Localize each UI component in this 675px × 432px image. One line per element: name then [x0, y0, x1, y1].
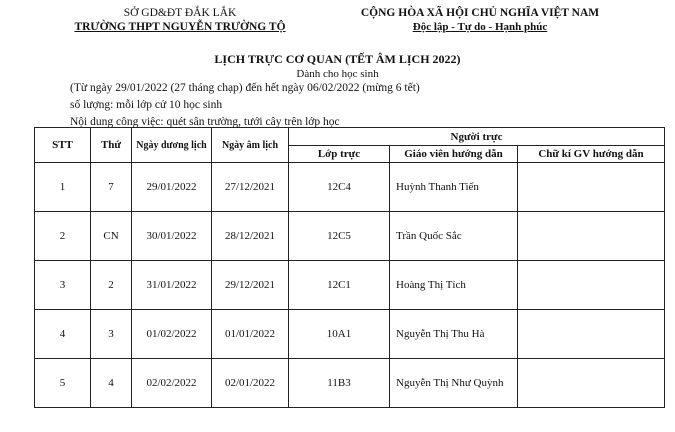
header-lunar-date: Ngày âm lịch [212, 128, 289, 163]
row-lunar-date: 27/12/2021 [212, 163, 289, 212]
row-teacher: Trần Quốc Sắc [390, 212, 518, 261]
table-row [35, 163, 665, 212]
row-day: CN [91, 212, 132, 261]
row-teacher: Nguyễn Thị Thu Hà [390, 310, 518, 359]
row-class: 12C5 [289, 212, 390, 261]
row-signature [518, 261, 665, 310]
row-lunar-date: 28/12/2021 [212, 212, 289, 261]
row-solar-date: 31/01/2022 [132, 261, 212, 310]
row-teacher: Huỳnh Thanh Tiến [390, 163, 518, 212]
row-signature [518, 212, 665, 261]
header-stt: STT [35, 128, 91, 163]
quantity-note: số lượng: mỗi lớp cử 10 học sinh [70, 99, 223, 111]
duty-schedule-table [34, 127, 665, 408]
header-day: Thứ [91, 128, 132, 163]
header-teacher: Giáo viên hướng dẫn [390, 146, 518, 163]
row-day: 2 [91, 261, 132, 310]
row-lunar-date: 29/12/2021 [212, 261, 289, 310]
table-row [35, 359, 665, 408]
row-day: 7 [91, 163, 132, 212]
row-stt: 4 [35, 310, 91, 359]
table-row [35, 212, 665, 261]
row-class: 11B3 [289, 359, 390, 408]
row-day: 4 [91, 359, 132, 408]
row-stt: 3 [35, 261, 91, 310]
task-content: Nội dung công việc: quét sân trường, tưới cây trên lớp học [70, 116, 340, 128]
national-motto: Độc lập - Tự do - Hạnh phúc [412, 21, 548, 33]
table-row [35, 261, 665, 310]
nation-name: CỘNG HÒA XÃ HỘI CHỦ NGHĨA VIỆT NAM [360, 7, 600, 19]
row-lunar-date: 02/01/2022 [212, 359, 289, 408]
document-title: LỊCH TRỰC CƠ QUAN (TẾT ÂM LỊCH 2022) [214, 52, 461, 66]
row-class: 12C1 [289, 261, 390, 310]
document-subtitle: Dành cho học sinh [296, 68, 379, 80]
row-signature [518, 163, 665, 212]
header-solar-date: Ngày dương lịch [132, 128, 212, 163]
school-name: TRƯỜNG THPT NGUYỄN TRƯỜNG TỘ [74, 21, 286, 33]
row-signature [518, 310, 665, 359]
row-solar-date: 02/02/2022 [132, 359, 212, 408]
row-stt: 2 [35, 212, 91, 261]
header-duty-group: Người trực [289, 128, 665, 146]
department-name: SỞ GD&ĐT ĐẮK LẮK [123, 7, 237, 19]
row-stt: 5 [35, 359, 91, 408]
header-class: Lớp trực [289, 146, 390, 163]
row-teacher: Hoàng Thị Tích [390, 261, 518, 310]
row-solar-date: 01/02/2022 [132, 310, 212, 359]
header-signature: Chữ kí GV hướng dẫn [518, 146, 665, 163]
row-teacher: Nguyễn Thị Như Quỳnh [390, 359, 518, 408]
duty-period: (Từ ngày 29/01/2022 (27 tháng chạp) đến hết ngày 06/02/2022 (mừng 6 tết) [70, 82, 420, 94]
row-lunar-date: 01/01/2022 [212, 310, 289, 359]
row-day: 3 [91, 310, 132, 359]
row-stt: 1 [35, 163, 91, 212]
row-class: 12C4 [289, 163, 390, 212]
row-solar-date: 30/01/2022 [132, 212, 212, 261]
row-class: 10A1 [289, 310, 390, 359]
table-row [35, 310, 665, 359]
row-signature [518, 359, 665, 408]
issuer-block [60, 6, 300, 35]
national-header [330, 6, 630, 35]
row-solar-date: 29/01/2022 [132, 163, 212, 212]
